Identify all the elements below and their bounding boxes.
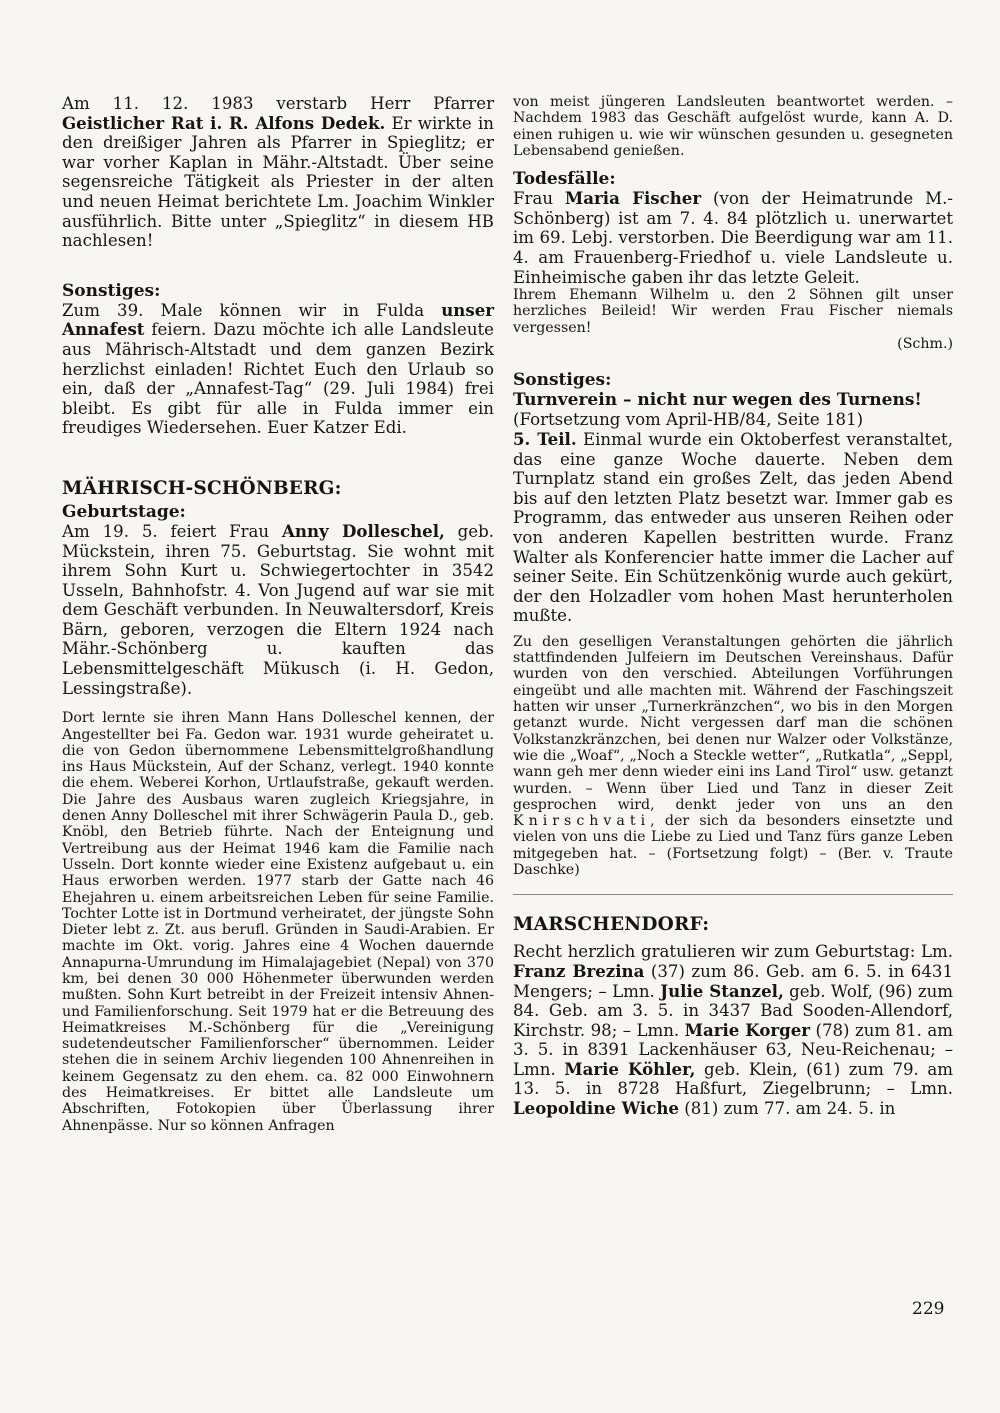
heading-turnverein: Turnverein – nicht nur wegen des Turnens! (513, 390, 922, 411)
heading-sonstiges-right: Sonstiges: (513, 370, 612, 391)
turnverein-paragraph: 5. Teil. Einmal wurde ein Oktoberfest veranstaltet, das eine ganze Woche dauerte. Neben dem Turnplatz stand ein großes Zelt, das jeden Abend bis auf den letzten Platz besetzt war. Immer gab es Programm, das entweder aus unseren Reihen oder von anderen Kapellen bestritten wurde. Franz Walter als Konferencier hatte immer die Lacher auf seiner Seite. Ein Schützenkönig wurde auch gekürt, der den Holzadler vom hohen Mast herunterholen mußte. (513, 428, 953, 626)
marschendorf-birthdays-paragraph: Recht herzlich gratulieren wir zum Geburtstag: Lm. Franz Brezina (37) zum 86. Geb. am 6. 5. in 6431 Mengers; – Lmn. Julie Stanzel, geb. Wolf, (96) zum 84. Geb. am 3. 5. in 3437 Bad Sooden-Allendorf, Kirchstr. 98; – Lmn. Marie Korger (78) zum 81. am 3. 5. in 8391 Lackenhäuser 63, Neu-Reichenau; – Lmn. Marie Köhler, geb. Klein, (61) zum 79. am 13. 5. in 8728 Haßfurt, Ziegelbrunn; – Lmn. Leopoldine Wiche (81) zum 77. am 24. 5. in (513, 942, 954, 1119)
section-divider (513, 894, 953, 895)
annafest-paragraph: Zum 39. Male können wir in Fulda unser Annafest feiern. Dazu möchte ich alle Landsleute aus Mährisch-Altstadt und dem ganzen Bezirk herzlichst einladen! Richtet Euch den Urlaub so ein, daß der „Annafest-Tag“ (29. Juli 1984) frei bleibt. Es gibt für alle in Fulda immer ein freudiges Wiedersehen. Euer Katzer Edi. (62, 299, 494, 438)
name-dolleschel: Anny Dolleschel, (282, 520, 445, 541)
signature-schm: (Schm.) (897, 336, 953, 353)
veranstaltungen-paragraph: Zu den geselligen Veranstaltungen gehörten die jährlich stattfindenden Julfeiern im Deutschen Vereinshaus. Dafür wurden von den verschied. Abteilungen Vorführungen eingeübt und alle machten mit. Während der Faschingszeit hatten wir unser „Turnerkränzchen“, wo bis in den Morgen getanzt wurde. Nicht vergessen darf man die schönen Volkstanzkränzchen, bei denen nur Walzer oder Volkstänze, wie die „Woaf“, „Noch a Steckle wetter“, „Rutkatla“, „Seppl, wann geh mer denn wieder eini ins Land Tirol“ usw. getanzt wurden. – Wenn über Lied und Tanz in dieser Zeit gesprochen wird, denkt jeder von uns an den Knirschvati, der sich da besonders einsetzte und vielen von uns die Liebe zu Lied und Tanz fürs ganze Leben mitgegeben hat. – (Fortsetzung folgt) – (Ber. v. Traute Daschke) (513, 633, 953, 879)
teil-label: 5. Teil. (513, 428, 577, 449)
name-korger: Marie Korger (684, 1019, 811, 1040)
heading-todesfaelle: Todesfälle: (513, 169, 616, 190)
annafest-bold: unser Annafest (62, 299, 494, 340)
heading-geburtstage: Geburtstage: (62, 501, 186, 522)
dolleschel-story-paragraph: Dort lernte sie ihren Mann Hans Dolleschel kennen, der Angestellter bei Fa. Gedon war. 1931 wurde geheiratet u. die von Gedon übernommene Lebensmittelgroßhandlung ins Haus Mückstein, Auf der Schanz, verlegt. 1940 konnte die ehem. Weberei Korhon, Urtlaufstraße, gekauft werden. Die Jahre des Ausbaus waren zugleich Kriegsjahre, in denen Anny Dolleschel mit ihrer Schwägerin Paula D., geb. Knöbl, den Betrieb führte. Nach der Enteignung und Vertreibung aus der Heimat 1946 kam die Familie nach Usseln. Dort konnte wieder eine Existenz aufgebaut u. ein Haus erworben werden. 1977 starb der Gatte nach 46 Ehejahren u. einem arbeitsreichen Leben für seine Familie. Tochter Lotte ist in Dortmund verheiratet, der jüngste Sohn Dieter lebt z. Zt. aus berufl. Gründen in Saudi-Arabien. Er machte im Okt. vorig. Jahres eine 4 Wochen dauernde Annapurna-Umrundung im Himalajagebiet (Nepal) von 370 km, bei denen 30 000 Höhenmeter überwunden werden mußten. Sohn Kurt betreibt in der Freizeit intensiv Ahnen- und Familienforschung. Seit 1979 hat er die Betreuung des Heimatkreises M.-Schönberg für die „Vereinigung sudetendeutscher Familienforscher“ übernommen. Leider stehen die in seinem Archiv liegenden 100 Ahnenreihen in keinem Gegensatz zu den ehem. ca. 82 000 Einwohnern des Heimatkreises. Er bittet alle Landsleute um Abschriften, Fotokopien über Überlassung ihrer Ahnenpässe. Nur so können Anfragen (62, 710, 494, 1134)
section-heading-maehrisch-schoenberg: MÄHRISCH-SCHÖNBERG: (62, 477, 342, 499)
right-column (513, 94, 953, 1119)
heading-sonstiges: Sonstiges: (62, 280, 161, 301)
knirschvati-spaced: Knirschvati (513, 813, 651, 830)
name-wiche: Leopoldine Wiche (513, 1098, 679, 1119)
condolence-paragraph: Ihrem Ehemann Wilhelm u. den 2 Söhnen gilt unser herzliches Beileid! Wir werden Frau Fischer niemals vergessen! (513, 287, 953, 336)
fischer-paragraph: Frau Maria Fischer (von der Heimatrunde M.-Schönberg) ist am 7. 4. 84 plötzlich u. unerwartet im 69. Lebj. verstorben. Die Beerdigung war am 11. 4. am Frauenberg-Friedhof u. viele Landsleute u. Einheimische gaben ihr das letzte Geleit. (513, 188, 953, 287)
name-dedek: Geistlicher Rat i. R. Alfons Dedek. (62, 112, 386, 133)
left-column (62, 94, 494, 1134)
page-number: 229 (912, 1299, 945, 1319)
name-brezina: Franz Brezina (513, 960, 645, 981)
name-fischer: Maria Fischer (564, 188, 702, 209)
name-koehler: Marie Köhler, (564, 1058, 696, 1079)
dolleschel-paragraph: Am 19. 5. feiert Frau Anny Dolleschel, geb. Mückstein, ihren 75. Geburtstag. Sie wohnt mit ihrem Sohn Kurt u. Schwiegertochter in 3542 Usseln, Bahnhofstr. 4. Von Jugend auf war sie mit dem Geschäft verbunden. In Neuwaltersdorf, Kreis Bärn, geboren, verzogen die Eltern 1924 nach Mähr.-Schönberg u. kauften das Lebensmittelgeschäft Mükusch (i. H. Gedon, Lessingstraße). (62, 520, 495, 698)
section-heading-marschendorf: MARSCHENDORF: (513, 914, 710, 936)
fortsetzung-note: (Fortsetzung vom April-HB/84, Seite 181) (513, 410, 864, 430)
continuation-paragraph: von meist jüngeren Landsleuten beantwortet werden. – Nachdem 1983 das Geschäft aufgelöst wurde, kann A. D. einen ruhigen u. wie wir wünschen gesunden u. gesegneten Lebensabend genießen. (513, 94, 953, 159)
name-stanzel: Julie Stanzel, (660, 980, 784, 1001)
obituary-dedek-paragraph: Am 11. 12. 1983 verstarb Herr Pfarrer Geistlicher Rat i. R. Alfons Dedek. Er wirkte in den dreißiger Jahren als Pfarrer in Spieglitz; er war vorher Kaplan in Mähr.-Altstadt. Über seine segensreiche Tätigkeit als Priester in der alten und neuen Heimat berichtete Lm. Joachim Winkler ausführlich. Bitte unter „Spieglitz“ in diesem HB nachlesen! (62, 94, 494, 251)
